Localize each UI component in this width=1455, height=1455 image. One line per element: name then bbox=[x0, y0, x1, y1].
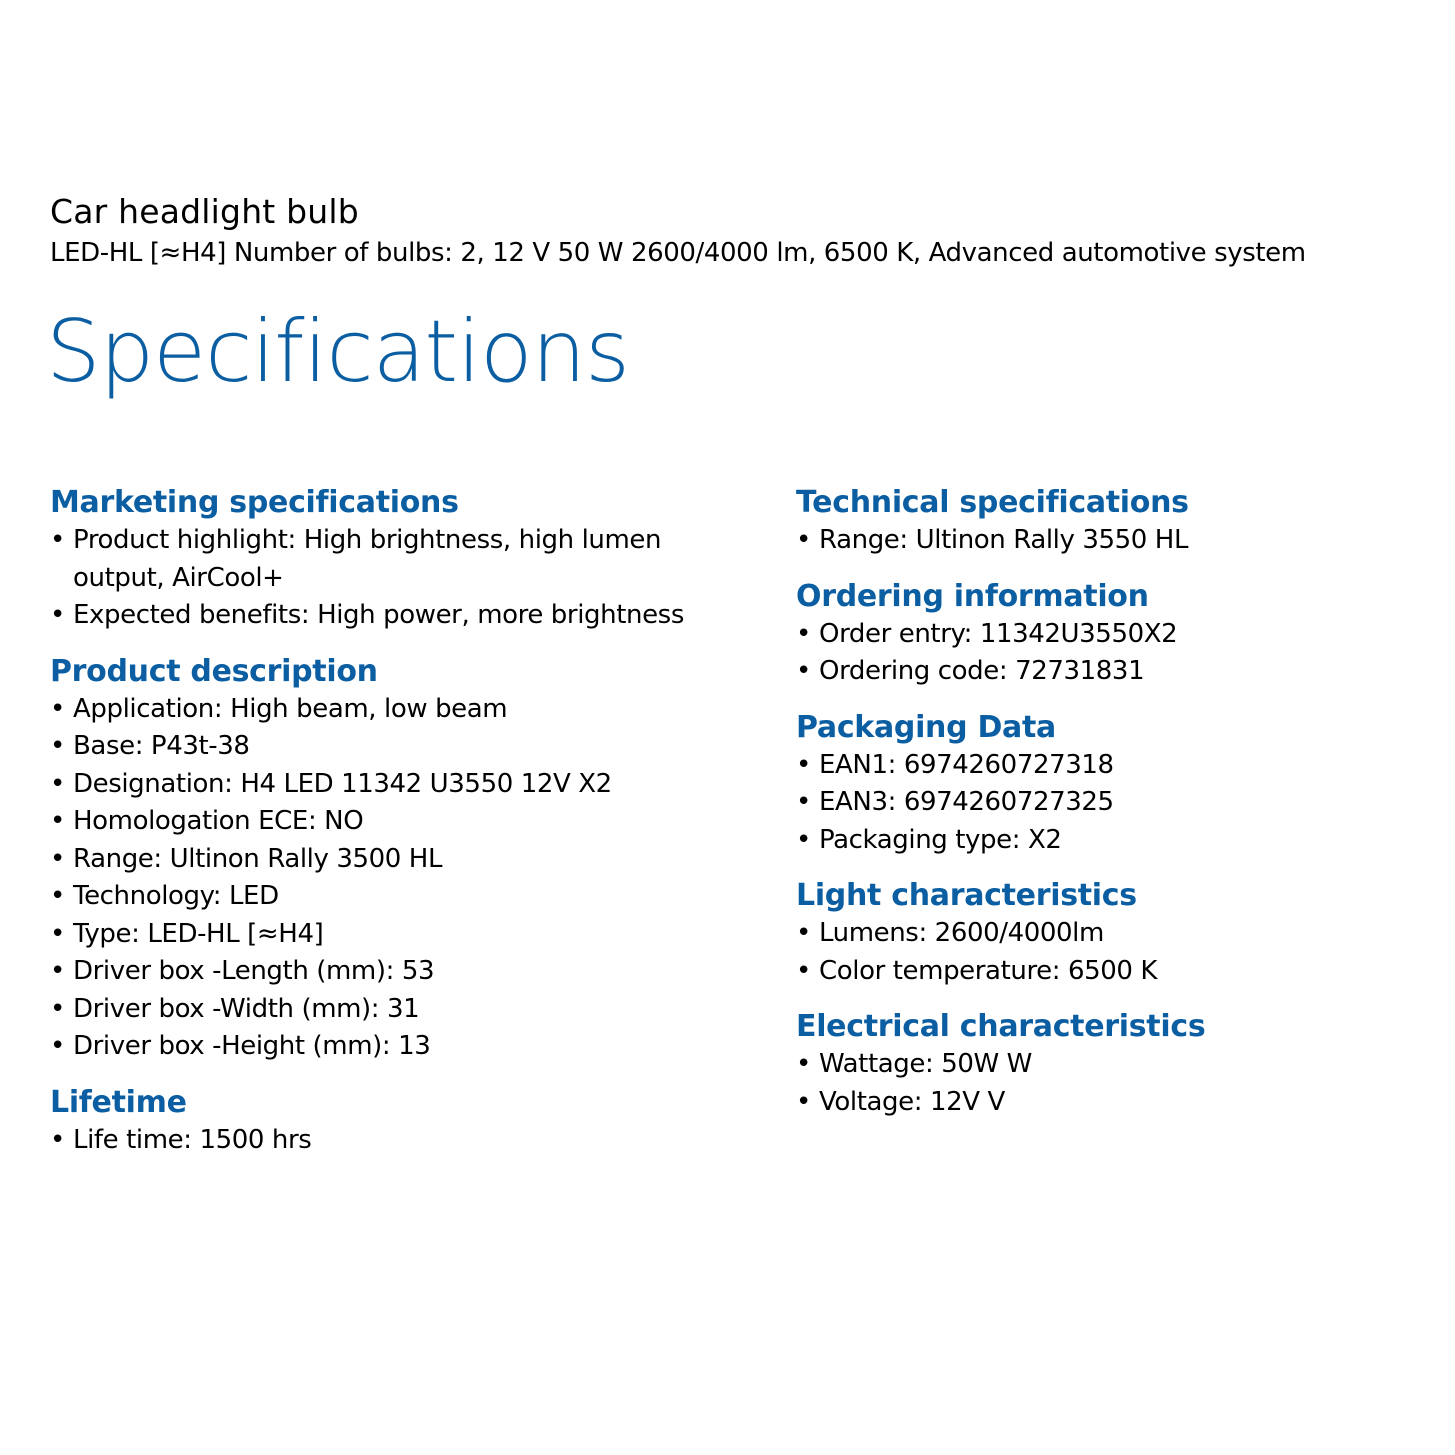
spec-item: • Ordering code: 72731831 bbox=[796, 653, 1436, 691]
spec-item: • Order entry: 11342U3550X2 bbox=[796, 616, 1436, 654]
spec-list bbox=[796, 915, 1436, 990]
spec-list bbox=[796, 1046, 1436, 1121]
spec-item: • EAN1: 6974260727318 bbox=[796, 747, 1436, 785]
spec-list bbox=[50, 1122, 750, 1160]
spec-item: • Designation: H4 LED 11342 U3550 12V X2 bbox=[50, 766, 750, 804]
spec-item: • Wattage: 50W W bbox=[796, 1046, 1436, 1084]
spec-item: • Product highlight: High brightness, high lumen output, AirCool+ bbox=[50, 522, 750, 597]
spec-item: • Life time: 1500 hrs bbox=[50, 1122, 750, 1160]
spec-item: • Expected benefits: High power, more brightness bbox=[50, 597, 750, 635]
section-title: Electrical characteristics bbox=[796, 1009, 1206, 1044]
spec-item: • Range: Ultinon Rally 3500 HL bbox=[50, 841, 750, 879]
section-title: Marketing specifications bbox=[50, 485, 459, 520]
left-column bbox=[50, 484, 750, 1177]
spec-list bbox=[796, 747, 1436, 860]
section-lifetime bbox=[50, 1084, 750, 1160]
spec-list bbox=[50, 691, 750, 1066]
section-title: Technical specifications bbox=[796, 485, 1189, 520]
spec-item: • Homologation ECE: NO bbox=[50, 803, 750, 841]
section-marketing-specifications bbox=[50, 484, 750, 635]
section-product-description bbox=[50, 653, 750, 1066]
product-subtitle: LED-HL [≈H4] Number of bulbs: 2, 12 V 50 W 2600/4000 lm, 6500 K, Advanced automotive system bbox=[50, 238, 1306, 268]
spec-item: • EAN3: 6974260727325 bbox=[796, 784, 1436, 822]
section-packaging-data bbox=[796, 709, 1436, 860]
spec-list bbox=[796, 522, 1436, 560]
page-title: Specifications bbox=[46, 302, 629, 402]
spec-list bbox=[50, 522, 750, 635]
spec-list bbox=[796, 616, 1436, 691]
spec-item: • Driver box -Width (mm): 31 bbox=[50, 991, 750, 1029]
spec-item: • Color temperature: 6500 K bbox=[796, 953, 1436, 991]
section-title: Light characteristics bbox=[796, 878, 1137, 913]
section-title: Packaging Data bbox=[796, 709, 1056, 745]
right-column bbox=[796, 484, 1436, 1139]
spec-item: • Range: Ultinon Rally 3550 HL bbox=[796, 522, 1436, 560]
spec-item: • Lumens: 2600/4000lm bbox=[796, 915, 1436, 953]
spec-item: • Driver box -Height (mm): 13 bbox=[50, 1028, 750, 1066]
section-title: Product description bbox=[50, 653, 378, 689]
section-ordering-information bbox=[796, 578, 1436, 691]
spec-item: • Driver box -Length (mm): 53 bbox=[50, 953, 750, 991]
section-light-characteristics bbox=[796, 877, 1436, 990]
spec-item: • Base: P43t-38 bbox=[50, 728, 750, 766]
section-electrical-characteristics bbox=[796, 1008, 1436, 1121]
spec-item: • Type: LED-HL [≈H4] bbox=[50, 916, 750, 954]
section-title: Ordering information bbox=[796, 578, 1149, 614]
spec-item: • Packaging type: X2 bbox=[796, 822, 1436, 860]
spec-item: • Application: High beam, low beam bbox=[50, 691, 750, 729]
spec-item: • Technology: LED bbox=[50, 878, 750, 916]
section-technical-specifications bbox=[796, 484, 1436, 560]
section-title: Lifetime bbox=[50, 1084, 187, 1120]
spec-item: • Voltage: 12V V bbox=[796, 1084, 1436, 1122]
product-name: Car headlight bulb bbox=[50, 192, 359, 231]
